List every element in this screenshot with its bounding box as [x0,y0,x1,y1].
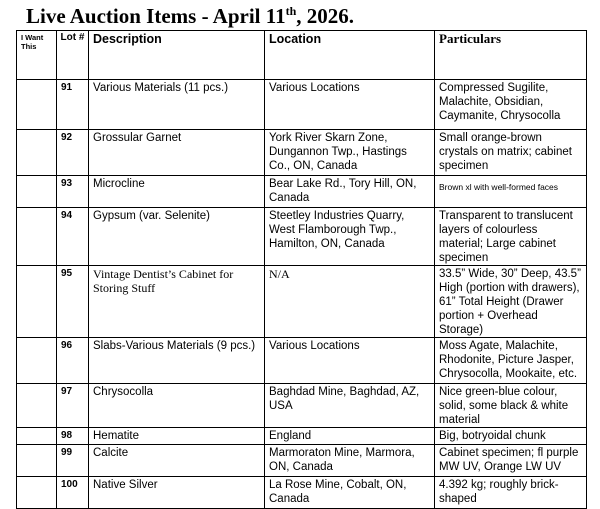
table-row [17,176,587,208]
title-end: , 2026. [296,4,355,28]
description-cell: Slabs-Various Materials (9 pcs.) [89,338,265,384]
want-checkbox-cell[interactable] [17,445,57,477]
location-cell: Bear Lake Rd., Tory Hill, ON, Canada [265,176,435,208]
table-row [17,445,587,477]
table-row [17,80,587,130]
table-row [17,384,587,428]
lot-number: 94 [57,208,89,266]
location-cell: N/A [265,266,435,338]
lot-number: 97 [57,384,89,428]
location-cell: Steetley Industries Quarry, West Flamborough Twp., Hamilton, ON, Canada [265,208,435,266]
particulars-cell: Cabinet specimen; fl purple MW UV, Orange LW UV [435,445,587,477]
location-cell: Marmoraton Mine, Marmora, ON, Canada [265,445,435,477]
table-row [17,266,587,338]
want-checkbox-cell[interactable] [17,477,57,509]
location-cell: Baghdad Mine, Baghdad, AZ, USA [265,384,435,428]
particulars-cell: Nice green-blue colour, solid, some black & white material [435,384,587,428]
particulars-cell: Big, botryoidal chunk [435,428,587,445]
lot-number: 91 [57,80,89,130]
description-cell: Grossular Garnet [89,130,265,176]
want-checkbox-cell[interactable] [17,428,57,445]
particulars-cell: Brown xl with well-formed faces [435,176,587,208]
page-title [26,4,354,31]
table-row [17,477,587,509]
particulars-cell: Compressed Sugilite, Malachite, Obsidian, Caymanite, Chrysocolla [435,80,587,130]
particulars-cell: Small orange-brown crystals on matrix; cabinet specimen [435,130,587,176]
description-cell: Vintage Dentist’s Cabinet for Storing Stuff [89,266,265,338]
description-cell: Gypsum (var. Selenite) [89,208,265,266]
particulars-cell: 33.5” Wide, 30” Deep, 43.5” High (portion with drawers), 61” Total Height (Drawer portion + Overhead Storage) [435,266,587,338]
want-checkbox-cell[interactable] [17,130,57,176]
description-cell: Native Silver [89,477,265,509]
header-lot-number: Lot # [57,31,89,80]
particulars-cell: Moss Agate, Malachite, Rhodonite, Picture Jasper, Chrysocolla, Mookaite, etc. [435,338,587,384]
table-row [17,130,587,176]
lot-number: 95 [57,266,89,338]
table-row [17,208,587,266]
location-cell: Various Locations [265,338,435,384]
want-checkbox-cell[interactable] [17,80,57,130]
want-checkbox-cell[interactable] [17,338,57,384]
location-cell: England [265,428,435,445]
auction-items-table [16,30,587,509]
description-cell: Microcline [89,176,265,208]
header-row [17,31,587,80]
want-checkbox-cell[interactable] [17,176,57,208]
lot-number: 98 [57,428,89,445]
header-particulars: Particulars [435,31,587,80]
lot-number: 93 [57,176,89,208]
header-i-want-this: I Want This [17,31,57,80]
lot-number: 92 [57,130,89,176]
want-checkbox-cell[interactable] [17,208,57,266]
description-cell: Various Materials (11 pcs.) [89,80,265,130]
location-cell: Various Locations [265,80,435,130]
title-main: Live Auction Items - April 11 [26,4,286,28]
location-cell: York River Skarn Zone, Dungannon Twp., Hastings Co., ON, Canada [265,130,435,176]
lot-number: 100 [57,477,89,509]
lot-number: 99 [57,445,89,477]
table-row [17,428,587,445]
table-row [17,338,587,384]
particulars-cell: 4.392 kg; roughly brick-shaped [435,477,587,509]
header-description: Description [89,31,265,80]
particulars-cell: Transparent to translucent layers of colourless material; Large cabinet specimen [435,208,587,266]
description-cell: Hematite [89,428,265,445]
lot-number: 96 [57,338,89,384]
want-checkbox-cell[interactable] [17,384,57,428]
description-cell: Calcite [89,445,265,477]
description-cell: Chrysocolla [89,384,265,428]
location-cell: La Rose Mine, Cobalt, ON, Canada [265,477,435,509]
want-checkbox-cell[interactable] [17,266,57,338]
header-location: Location [265,31,435,80]
title-superscript: th [285,4,297,18]
